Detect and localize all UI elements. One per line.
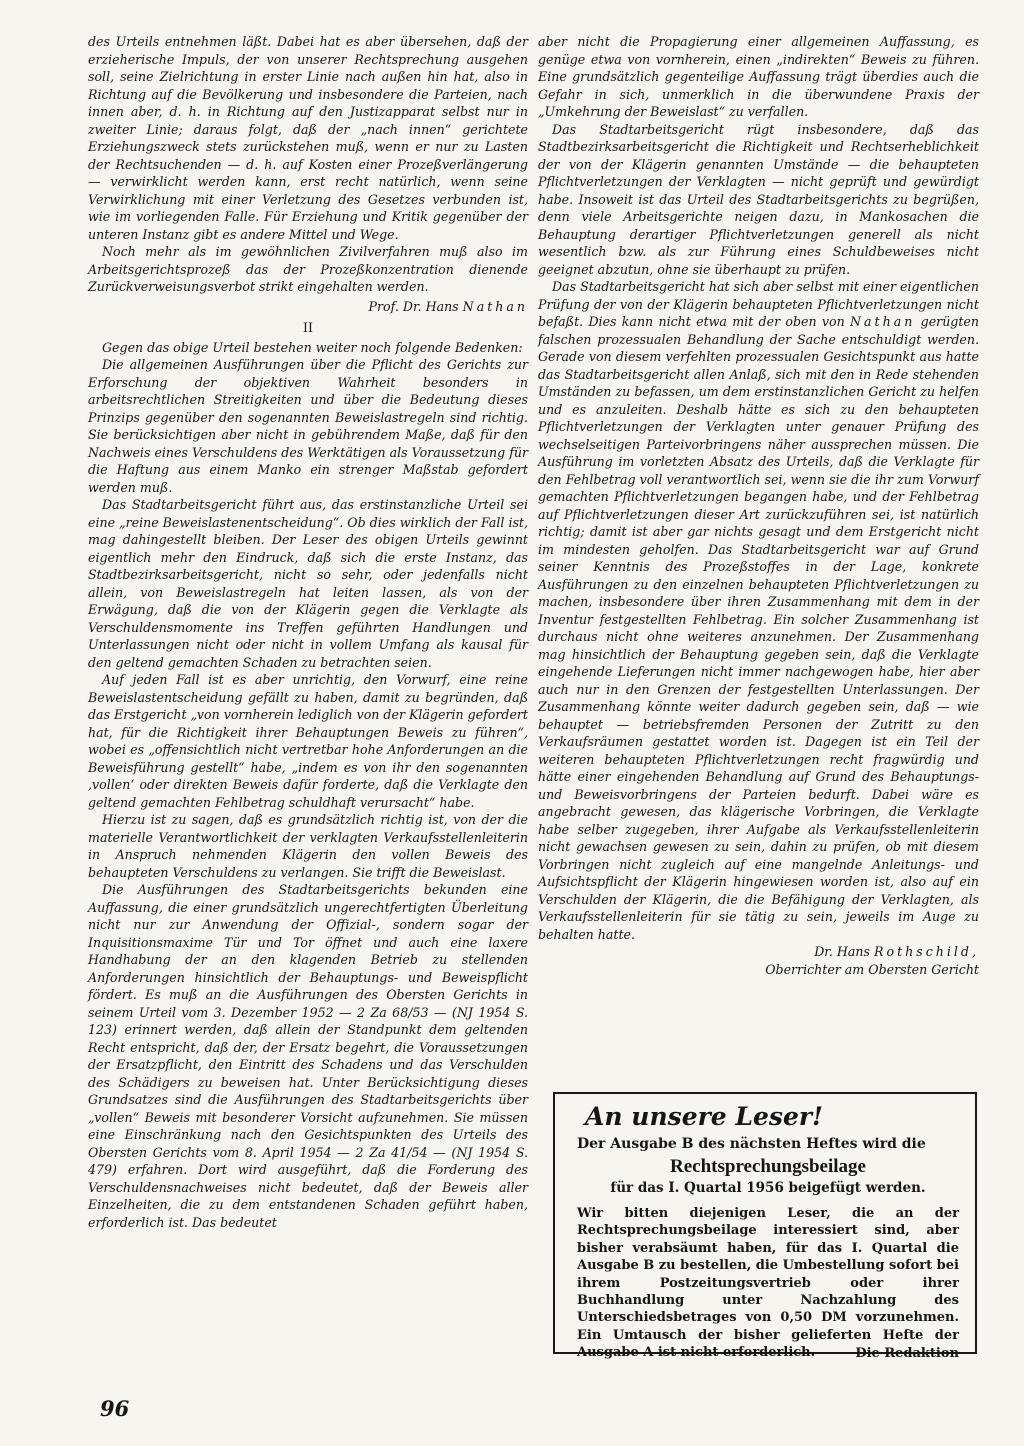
paragraph: Die Ausführungen des Stadtarbeitsgerichts bekunden eine Auffassung, die einer grundsätzlich ungerechtfertigten Überleitung nicht nur zur Anwendung der Offizial-, sondern sogar der Inquisitionsmaxime Tür und Tor öffnet und auch eine laxere Handhabung der an den klagenden Betrieb zu stellenden Anforderungen hinsichtlich der Behauptungs- und Beweispflicht fördert. Es muß an die Ausführungen des Obersten Gerichts in seinem Urteil vom 3. Dezember 1952 — 2 Za 68/53 — (NJ 1954 S. 123) erinnert werden, daß allein der Standpunkt dem geltenden Recht entspricht, daß der, der Ersatz begehrt, die Voraussetzungen der Ersatzpflicht, den Eintritt des Schadens und das Verschulden des Schädigers zu beweisen hat. Unter Berücksichtigung dieses Grundsatzes sind die Ausführungen des Stadtarbeitsgerichts über „vollen“ Beweis mit besonderer Vorsicht aufzunehmen. Sie müssen eine Einschränkung nach den Gesichtspunkten des Urteils des Obersten Gerichts vom 8. April 1954 — 2 Za 41/54 — (NJ 1954 S. 479) erfahren. Dort wird ausgeführt, daß die Forderung des Verschuldensnachweises nicht bedeutet, daß der Beweis aller Einzelheiten, die zu dem entstandenen Schaden geführt haben, erforderlich ist. Das bedeutet <box>88 882 528 1230</box>
right-column <box>538 33 979 989</box>
paragraph: Das Stadtarbeitsgericht hat sich aber selbst mit einer eigentlichen Prüfung der von der Klägerin behaupteten Pflichtverletzungen nicht befaßt. Dies kann nicht etwa mit der oben von Nathan gerügten falschen prozessualen Behandlung der Sache entschuldigt werden. Gerade von diesem verfehlten prozessualen Gesichtspunkt aus hatte das Stadtarbeitsgericht allen Anlaß, sich mit den in Rede stehenden Umständen zu befassen, um dem erstinstanzlichen Gericht zu helfen und es anzuleiten. Deshalb hätte es sich zu den behaupteten Pflichtverletzungen der Verklagten unter genauer Prüfung des wechselseitigen Parteivorbringens näher aussprechen müssen. Die Ausführung im vorletzten Absatz des Urteils, daß die Verklagte für den Fehlbetrag voll verantwortlich sei, wenn sie die ihr zum Vorwurf gemachten Pflichtverletzungen begangen habe, und der Fehlbetrag auf Pflichtverletzungen dieser Art zurückzuführen sei, ist natürlich richtig; damit ist aber gar nichts gesagt und dem Erstgericht nicht im mindesten geholfen. Das Stadtarbeitsgericht war auf Grund seiner Kenntnis des Prozeßstoffes in der Lage, konkrete Ausführungen zu den einzelnen behaupteten Pflichtverletzungen zu machen, insbesondere über ihren Zusammenhang mit dem in der Inventur festgestellten Fehlbetrag. Ein solcher Zusammenhang ist durchaus nicht ohne weiteres anzunehmen. Der Zusammenhang mag hinsichtlich der Behauptung gegeben sein, daß die Verklagte eingehende Lieferungen nicht immer nachgewogen habe, hier aber auch nur in den Grenzen der festgestellten Unterlassungen. Der Zusammenhang könnte weiter dadurch gegeben sein, daß — wie behauptet — betriebsfremden Personen der Zutritt zu den Verkaufsräumen gestattet worden ist. Dagegen ist ein Teil der weiteren behaupteten Pflichtverletzungen recht fragwürdig und hätte einer eingehenden Behandlung auf Grund des Behauptungs- und Beweisvorbringens der Parteien bedurft. Dabei wäre es angebracht gewesen, das klägerische Vorbringen, die Verklagte habe selber zugegeben, ihrer Aufgabe als Verkaufsstellenleiterin nicht gewachsen gewesen zu sein, dahin zu prüfen, ob mit diesem Vorbringen nicht zugleich auf eine mangelnde Anleitungs- und Aufsichtspflicht der Klägerin hingewiesen worden ist, also auf ein Verschulden der Klägerin, die die Befähigung der Verklagten, als Verkaufsstellenleiterin für sie tätig zu sein, jeweils im Auge zu behalten hatte. <box>538 279 979 942</box>
notice-subline: für das I. Quartal 1956 beigefügt werden. <box>610 1180 926 1196</box>
reader-notice-box <box>553 1092 977 1361</box>
paragraph: Das Stadtarbeitsgericht führt aus, das erstinstanzliche Urteil sei eine „reine Beweislastenentscheidung“. Ob dies wirklich der Fall ist, mag dahingestellt bleiben. Der Leser des obigen Urteils gewinnt eigentlich mehr den Eindruck, daß sich die erste Instanz, das Stadtbezirksarbeitsgericht, nicht so sehr, oder jedenfalls nicht allein, von Beweislastregeln hat leiten lassen, als von der Erwägung, daß die von der Klägerin gegen die Verklagte als Verschuldensmomente ins Treffen geführten Handlungen und Unterlassungen nicht oder nicht in vollem Umfang als kausal für den geltend gemachten Schaden zu betrachten seien. <box>88 497 528 670</box>
paragraph: Auf jeden Fall ist es aber unrichtig, den Vorwurf, eine reine Beweislastentscheidung gefällt zu haben, damit zu begründen, daß das Erstgericht „von vornherein lediglich von der Klägerin gefordert hat, für die Richtigkeit ihrer Behauptungen Beweis zu führen“, wobei es „offensichtlich nicht vertretbar hohe Anforderungen an die Beweisführung gestellt“ habe, „indem es von ihr den sogenannten ‚vollen‘ oder direkten Beweis dafür forderte, daß die Verklagte den geltend gemachten Fehlbetrag schuldhaft verursacht“ habe. <box>88 672 528 810</box>
page-number: 96 <box>100 1396 130 1421</box>
author-signature: Dr. Hans Rothschild, Oberrichter am Obersten Gericht <box>538 943 979 979</box>
paragraph: Die allgemeinen Ausführungen über die Pflicht des Gerichts zur Erforschung der objektiven Wahrheit besonders in arbeitsrechtlichen Streitigkeiten und über die Bedeutung dieses Prinzips gegenüber den sogenannten Beweislastregeln sind richtig. Sie berücksichtigen aber nicht in gebührendem Maße, daß für den Nachweis eines Verschuldens des Werktätigen als Voraussetzung für die Haftung aus einem Manko ein strenger Maßstab gefordert werden muß. <box>88 357 528 495</box>
notice-signature: Die Redaktion <box>855 1345 959 1361</box>
notice-intro: Der Ausgabe B des nächsten Heftes wird die <box>577 1136 926 1152</box>
notice-body: Wir bitten diejenigen Leser, die an der Rechtsprechungsbeilage interessiert sind, aber bisher verabsäumt haben, für das I. Quartal die Ausgabe B zu bestellen, die Umbestellung sofort bei ihrem Postzeitungsvertrieb oder ihrer Buchhandlung unter Nachzahlung des Unterschiedsbetrages von 0,50 DM vorzunehmen. Ein Umtausch der bisher gelieferten Hefte der Ausgabe A ist nicht erforderlich. <box>577 1206 959 1361</box>
paragraph: Gegen das obige Urteil bestehen weiter noch folgende Bedenken: <box>102 339 523 355</box>
paragraph: aber nicht die Propagierung einer allgemeinen Auffassung, es genüge etwa von vornherein, einen „indirekten“ Beweis zu führen. Eine grundsätzlich gegenteilige Auffassung trägt überdies auch die Gefahr in sich, unmerklich in die überwundene Praxis der „Umkehrung der Beweislast“ zu verfallen. <box>538 34 979 119</box>
paragraph: des Urteils entnehmen läßt. Dabei hat es aber übersehen, daß der erzieherische Impuls, der von unserer Rechtsprechung ausgehen soll, seine Zielrichtung in erster Linie nach außen hin hat, also in Richtung auf die Bevölkerung und insbesondere die Parteien, nach innen aber, d. h. in Richtung auf den Justizapparat selbst nur in zweiter Linie; daraus folgt, daß der „nach innen“ gerichtete Erziehungszweck stets zurückstehen muß, wenn er nur zu Lasten der Rechtsuchenden — d. h. auf Kosten einer Prozeßverlängerung — verwirklicht werden kann, erst recht natürlich, wenn seine Verwirklichung mit einer Verletzung des Gesetzes verbunden ist, wie im vorliegenden Falle. Für Erziehung und Kritik gegenüber der unteren Instanz gibt es andere Mittel und Wege. <box>88 34 528 242</box>
left-column <box>88 33 528 1231</box>
notice-headline: Rechtsprechungsbeilage <box>670 1156 866 1177</box>
section-numeral: II <box>303 320 313 335</box>
paragraph: Hierzu ist zu sagen, daß es grundsätzlich richtig ist, von der die materielle Verantwortlichkeit der verklagten Verkaufsstellenleiterin in Anspruch nehmenden Klägerin den vollen Beweis des behaupteten Verschuldens zu verlangen. Sie trifft die Beweislast. <box>88 812 528 880</box>
author-title: Oberrichter am Obersten Gericht <box>765 962 979 977</box>
notice-title: An unsere Leser! <box>585 1102 824 1131</box>
paragraph: Das Stadtarbeitsgericht rügt insbesondere, daß das Stadtbezirksarbeitsgericht die Richtigkeit und Rechtserheblichkeit der von der Klägerin genannten Umstände — die behaupteten Pflichtverletzungen der Verklagten — nicht geprüft und gewürdigt habe. Insoweit ist das Urteil des Stadtarbeitsgerichts zu begrüßen, denn viele Arbeitsgerichte neigen dazu, in Mankosachen die Behauptung derartiger Pflichtverletzungen generell als nicht wesentlich bzw. als zur Führung eines Schuldbeweises nicht geeignet abzutun, ohne sie überhaupt zu prüfen. <box>538 121 979 277</box>
author-signature: Prof. Dr. Hans Nathan <box>368 298 528 314</box>
paragraph: Noch mehr als im gewöhnlichen Zivilverfahren muß also im Arbeitsgerichtsprozeß das der Prozeßkonzentration dienende Zurückverweisungsverbot strikt eingehalten werden. <box>88 244 528 294</box>
